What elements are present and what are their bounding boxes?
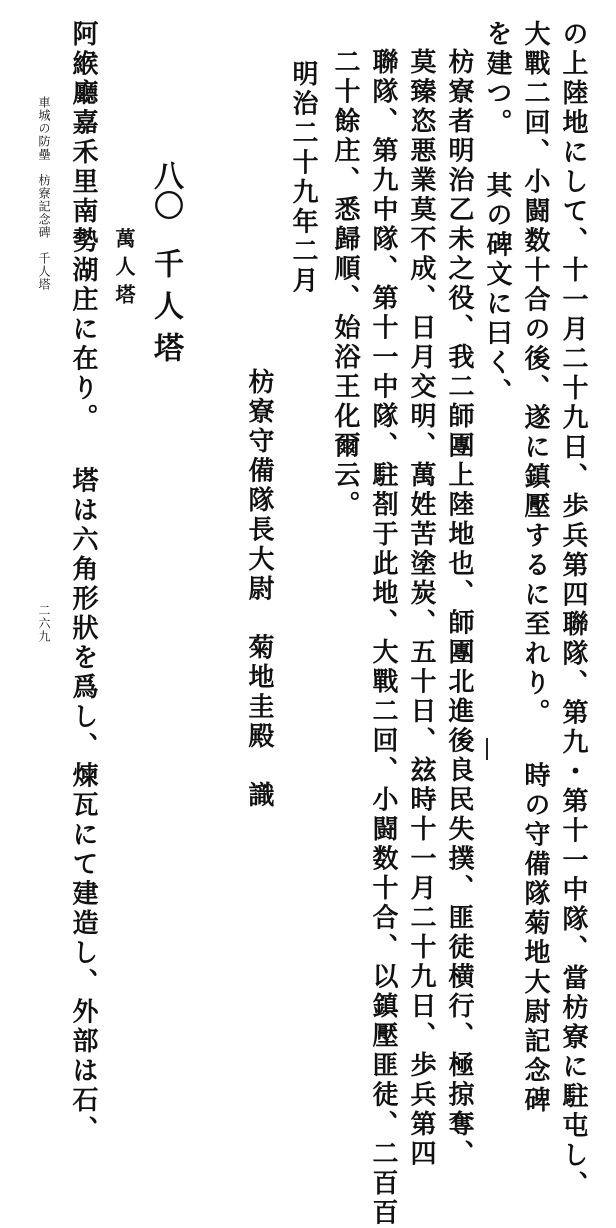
running-header: 車城の防壘 枋寮記念碑 千人塔 [37,96,51,291]
quote-column-4: 二十餘庄、悉歸順、始浴王化爾云。 [330,48,360,520]
signature-line: 枋寮守備隊長大尉 菊地圭殿 識 [244,368,274,811]
quote-column-3: 聯隊、第九中隊、第十一中隊、駐剳于此地、大戰二回、小闘数十合、以鎮壓匪徒、二百百 [368,48,398,1228]
section-title: 千人塔 [148,248,183,374]
body-column-1: の上陸地にして、十一月二十九日、歩兵第四聯隊、第九・第十一中隊、當枋寮に駐屯し、 [558,20,588,1200]
body-column-3: を建つ。 其の碑文に曰く、 [482,20,512,408]
margin-mark [486,738,488,760]
date-line: 明治二十九年二月 [288,60,318,296]
quote-column-2: 莫臻恣悪業莫不成、日月交明、萬姓苦塗炭、五十日、玆時十一月二十九日、歩兵第四 [406,48,436,1169]
quote-column-1: 枋寮者明治乙未之役、我二師團上陸地也、師團北進後良民失撲、匪徒横行、極掠奪、 [444,48,474,1169]
section-subtitle: 萬人塔 [112,228,136,312]
page-number: 二六九 [37,604,51,643]
body-column-2: 大戰二回、小闘数十合の後、遂に鎮壓するに至れり。 時の守備隊菊地大尉記念碑 [520,20,550,1116]
section-number: 八〇 [148,160,183,220]
lower-column-1: 阿緱廳嘉禾里南勢湖庄に在り。 塔は六角形狀を爲し、煉瓦にて建造し、外部は石、 [68,20,98,1145]
